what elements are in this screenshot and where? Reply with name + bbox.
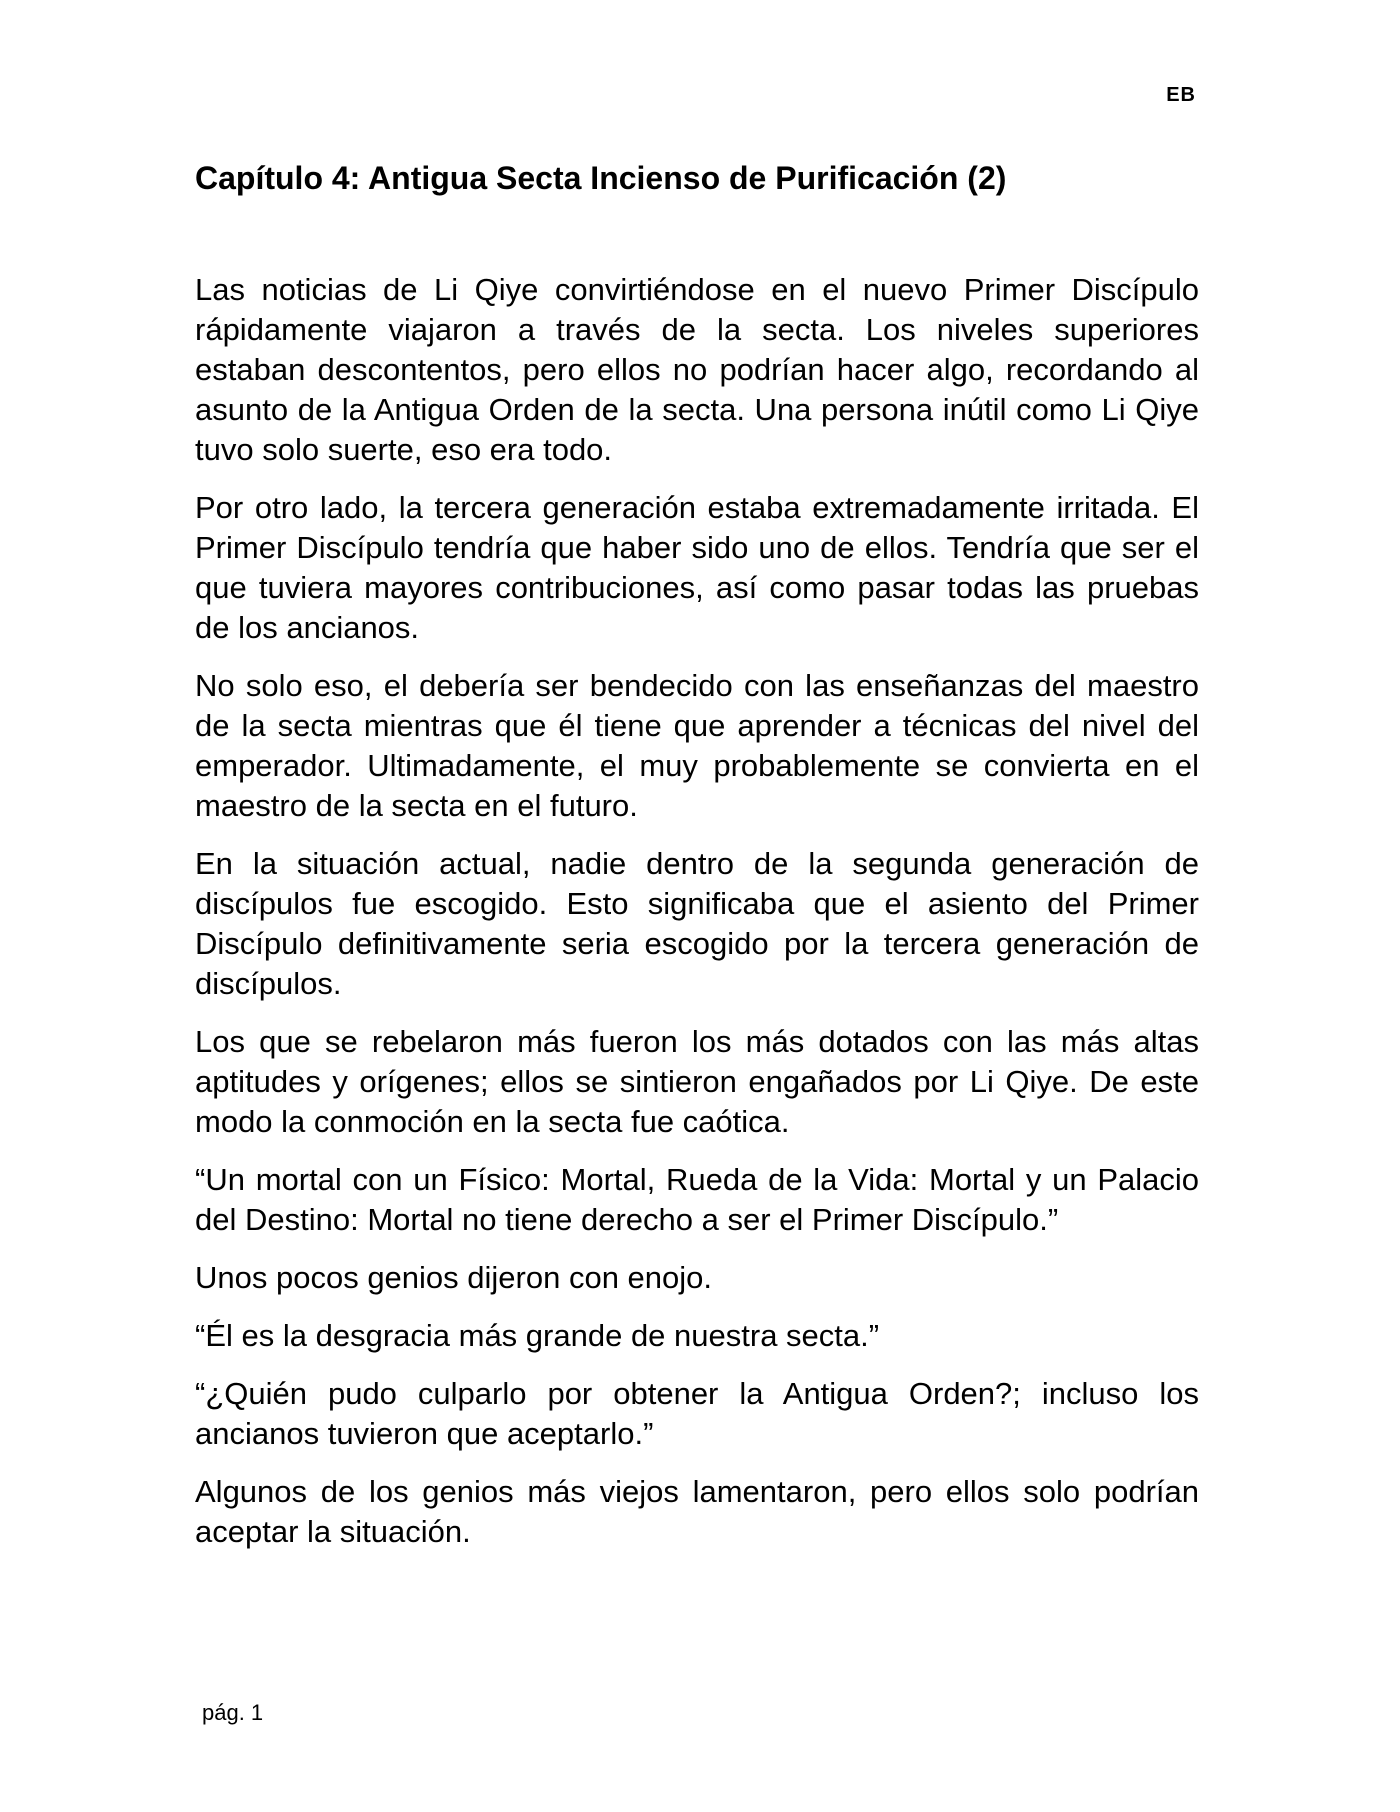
paragraph: Los que se rebelaron más fueron los más dotados con las más altas aptitudes y orígenes; ellos se sintieron engañados por Li Qiye. De este modo la conmoción en la secta fue caótica. bbox=[195, 1024, 1199, 1139]
paragraph: Algunos de los genios más viejos lamentaron, pero ellos solo podrían aceptar la situación. bbox=[195, 1474, 1199, 1549]
paragraph: Las noticias de Li Qiye convirtiéndose en el nuevo Primer Discípulo rápidamente viajaron a través de la secta. Los niveles superiores estaban descontentos, pero ellos no podrían hacer algo, recordando al asunto de la Antigua Orden de la secta. Una persona inútil como Li Qiye tuvo solo suerte, eso era todo. bbox=[195, 272, 1199, 467]
paragraph: “Un mortal con un Físico: Mortal, Rueda de la Vida: Mortal y un Palacio del Destino: Mortal no tiene derecho a ser el Primer Discípulo.” bbox=[195, 1162, 1199, 1237]
paragraph: Unos pocos genios dijeron con enojo. bbox=[195, 1260, 713, 1295]
paragraph: “¿Quién pudo culparlo por obtener la Antigua Orden?; incluso los ancianos tuvieron que aceptarlo.” bbox=[195, 1376, 1199, 1451]
paragraph: “Él es la desgracia más grande de nuestra secta.” bbox=[195, 1318, 880, 1353]
chapter-title: Capítulo 4: Antigua Secta Incienso de Purificación (2) bbox=[195, 160, 1007, 196]
paragraph: En la situación actual, nadie dentro de la segunda generación de discípulos fue escogido. Esto significaba que el asiento del Primer Discípulo definitivamente seria escogido por la tercera generación de discípulos. bbox=[195, 846, 1199, 1001]
body-text bbox=[195, 270, 1199, 1552]
page-content bbox=[195, 158, 1199, 1570]
paragraph: Por otro lado, la tercera generación estaba extremadamente irritada. El Primer Discípulo tendría que haber sido uno de ellos. Tendría que ser el que tuviera mayores contribuciones, así como pasar todas las pruebas de los ancianos. bbox=[195, 490, 1199, 645]
page-number: pág. 1 bbox=[202, 1700, 264, 1725]
paragraph: No solo eso, el debería ser bendecido con las enseñanzas del maestro de la secta mientras que él tiene que aprender a técnicas del nivel del emperador. Ultimadamente, el muy probablemente se convierta en el maestro de la secta en el futuro. bbox=[195, 668, 1199, 823]
header-mark: EB bbox=[1166, 84, 1196, 106]
